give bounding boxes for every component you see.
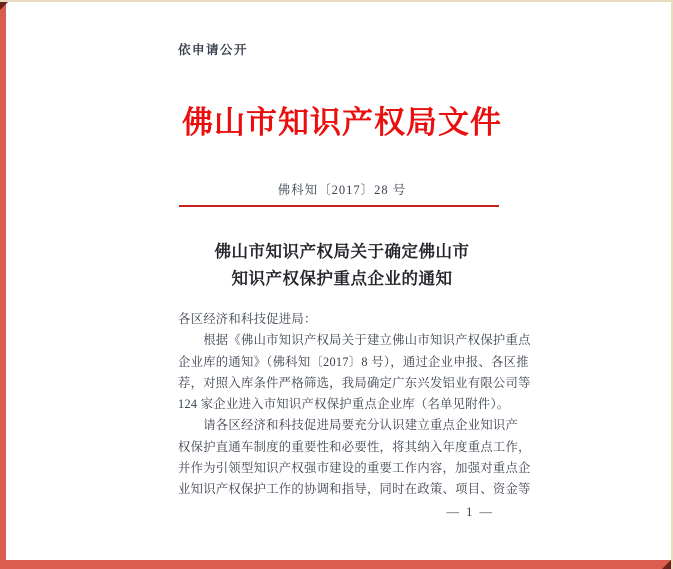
page-number: — 1 —: [446, 505, 494, 519]
document-number: 佛科知〔2017〕28 号: [277, 183, 407, 197]
red-divider-line: [179, 205, 499, 207]
document-body-line: 各区经济和科技促进局：: [178, 312, 317, 326]
document-content: [178, 0, 531, 569]
document-body-line: 权保护直通车制度的重要性和必要性，将其纳入年度重点工作，: [178, 439, 531, 454]
document-body: [178, 309, 531, 501]
document-body-line: 根据《佛山市知识产权局关于建立佛山市知识产权保护重点: [178, 333, 531, 348]
agency-document-header: 佛山市知识产权局文件: [182, 105, 502, 140]
notice-title-line: 知识产权保护重点企业的通知: [231, 269, 453, 288]
notice-title-line: 佛山市知识产权局关于确定佛山市: [214, 242, 470, 261]
document-body-line: 业知识产权保护工作的协调和指导，同时在政策、项目、资金等: [178, 482, 531, 497]
frame-corner-bottom-right: [662, 560, 671, 569]
document-body-line: 企业库的通知》（佛科知〔2017〕8 号），通过企业申报、各区推: [178, 354, 529, 369]
document-body-line: 并作为引领型知识产权强市建设的重要工作内容，加强对重点企: [178, 461, 531, 476]
document-body-line: 124 家企业进入市知识产权保护重点企业库（名单见附件）。: [178, 397, 510, 412]
frame-corner-top-left: [0, 2, 8, 10]
frame-edge-left: [0, 2, 6, 569]
notice-title: [178, 238, 506, 292]
document-body-line: 请各区经济和科技促进局要充分认识建立重点企业知识产: [178, 418, 519, 433]
frame-edge-top: [0, 0, 673, 2]
disclosure-label: 依申请公开: [178, 43, 249, 57]
frame-edge-bottom: [6, 560, 671, 569]
document-body-line: 荐，对照入库条件严格筛选，我局确定广东兴发铝业有限公司等: [178, 375, 531, 390]
